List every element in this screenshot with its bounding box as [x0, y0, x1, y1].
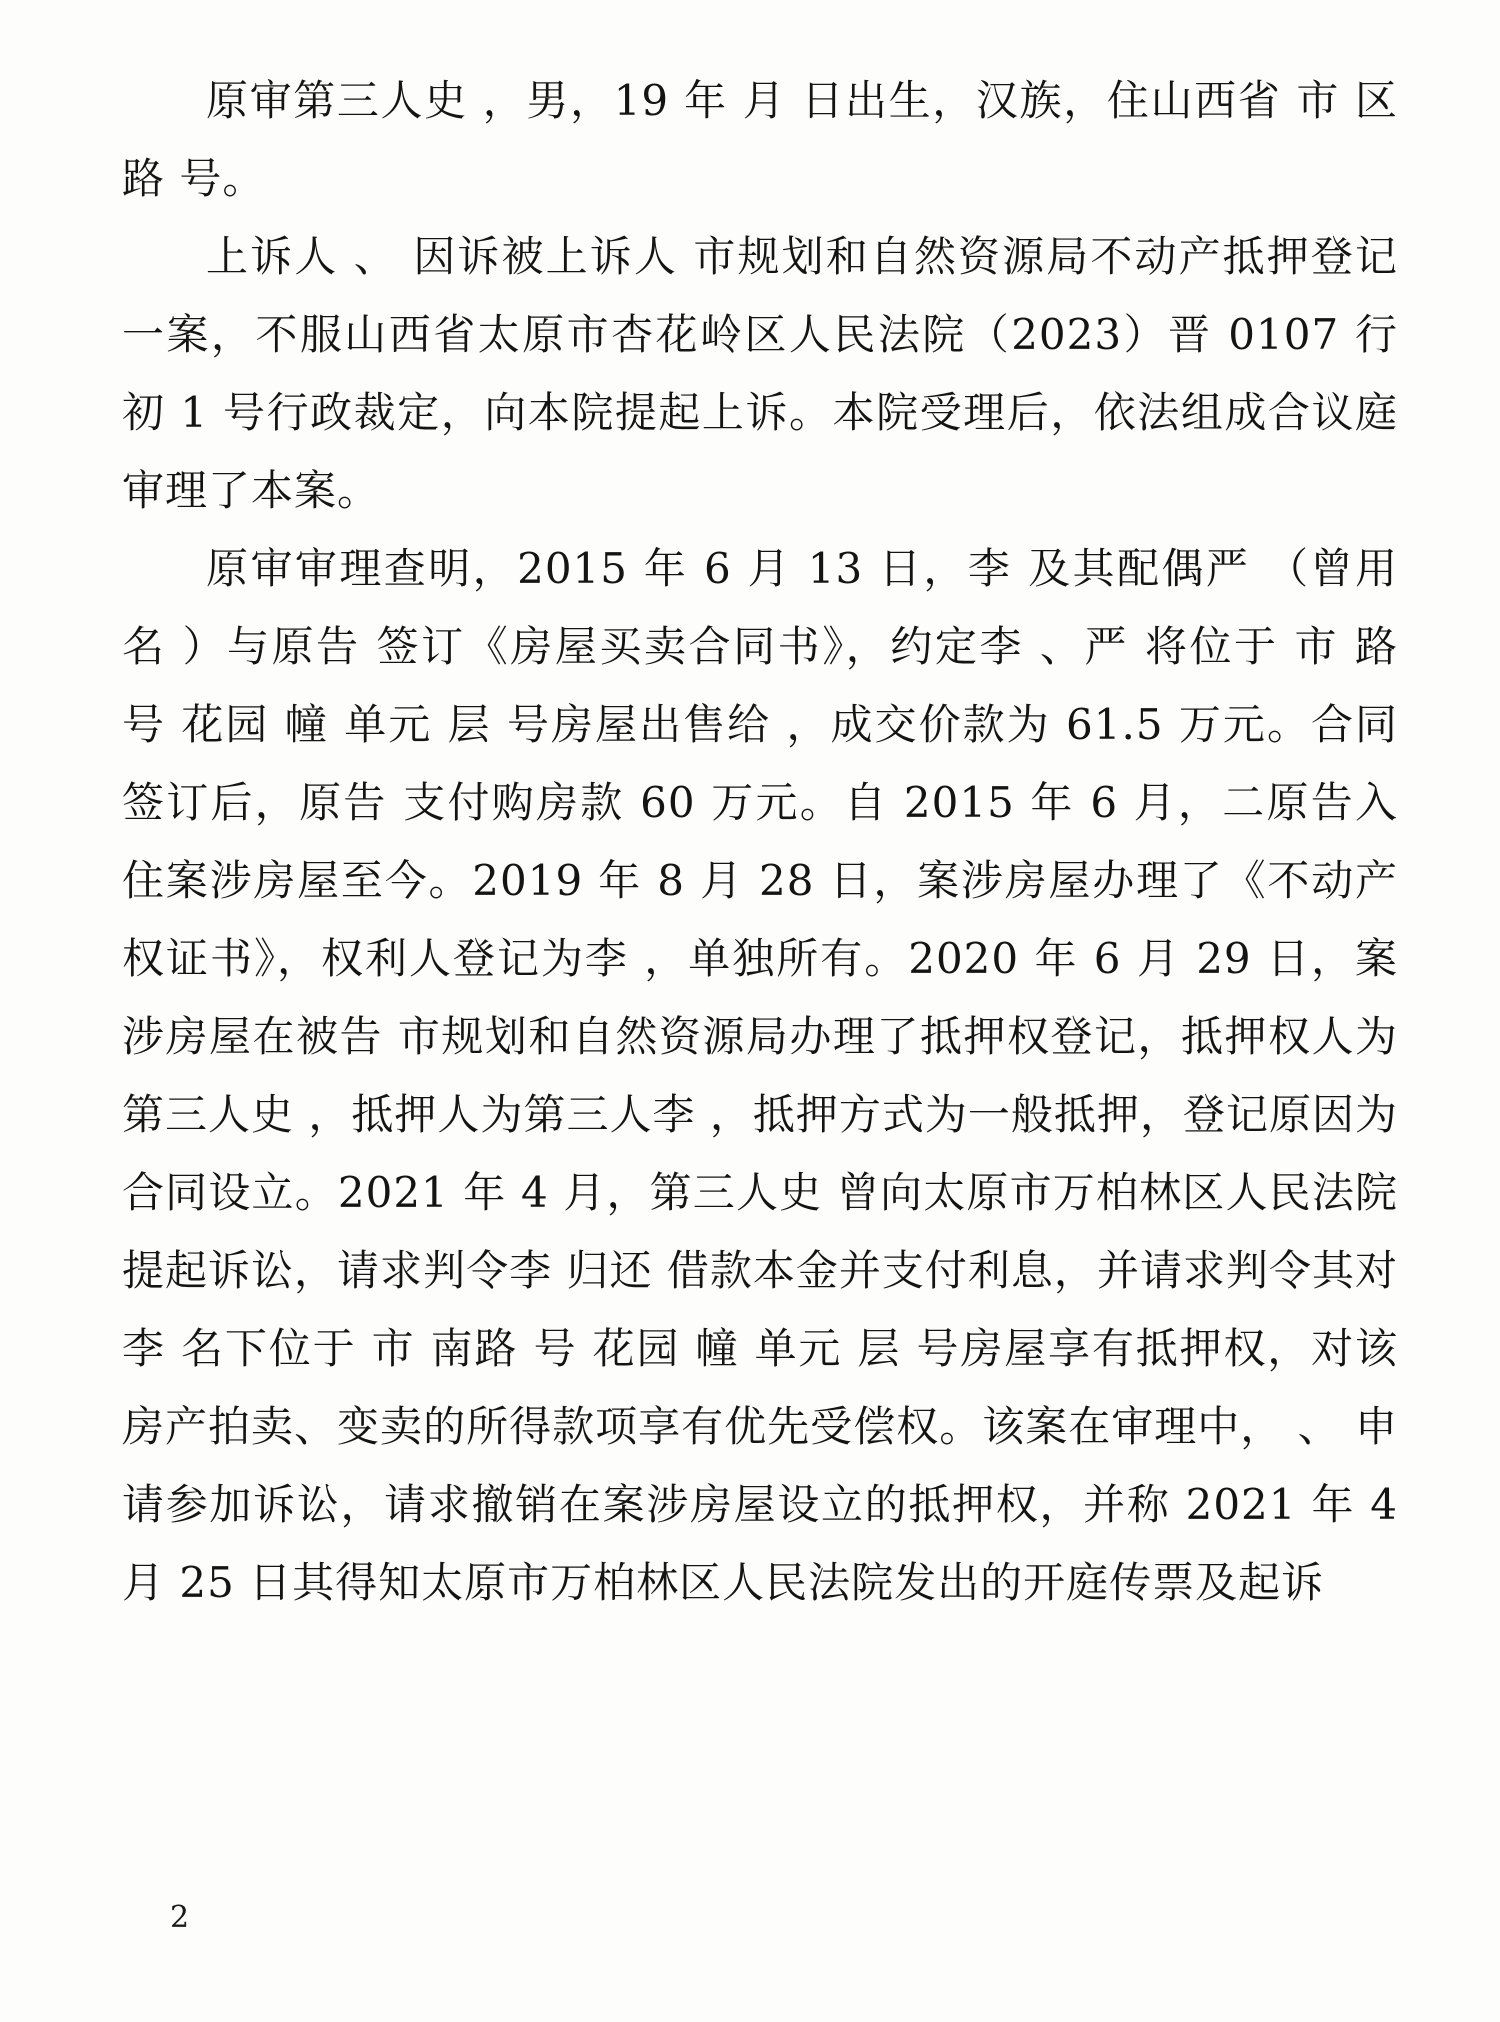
paragraph-findings: 原审审理查明，2015 年 6 月 13 日，李 及其配偶严 （曾用名 ）与原告 签订《房屋买卖合同书》，约定李 、严 将位于 市 路 号 花园 幢 单元 层 号房屋出售给 ，成交价款为 61.5 万元。合同签订后，原告 支付购房款 60 万元。自 2015 年 6 月，二原告入住案涉房屋至今。2019 年 8 月 28 日，案涉房屋办理了《不动产权证书》，权利人登记为李 ，单独所有。2020 年 6 月 29 日，案涉房屋在被告 市规划和自然资源局办理了抵押权登记，抵押权人为第三人史 ，抵押人为第三人李 ，抵押方式为一般抵押，登记原因为合同设立。2021 年 4 月，第三人史 曾向太原市万柏林区人民法院提起诉讼，请求判令李 归还 借款本金并支付利息，并请求判令其对李 名下位于 市 南路 号 花园 幢 单元 层 号房屋享有抵押权，对该房产拍卖、变卖的所得款项享有优先受偿权。该案在审理中， 、 申请参加诉讼，请求撤销在案涉房屋设立的抵押权，并称 2021 年 4 月 25 日其得知太原市万柏林区人民法院发出的开庭传票及起诉	[122, 544, 1398, 1607]
document-body	[122, 62, 1398, 1622]
page-number: 2	[170, 1900, 190, 1935]
paragraph-third-party: 原审第三人史 ，男，19 年 月 日出生，汉族，住山西省 市 区 路 号。	[122, 76, 1398, 203]
paragraph-appeal: 上诉人 、 因诉被上诉人 市规划和自然资源局不动产抵押登记一案，不服山西省太原市杏花岭区人民法院（2023）晋 0107 行初 1 号行政裁定，向本院提起上诉。本院受理后，依法组成合议庭审理了本案。	[122, 232, 1398, 515]
